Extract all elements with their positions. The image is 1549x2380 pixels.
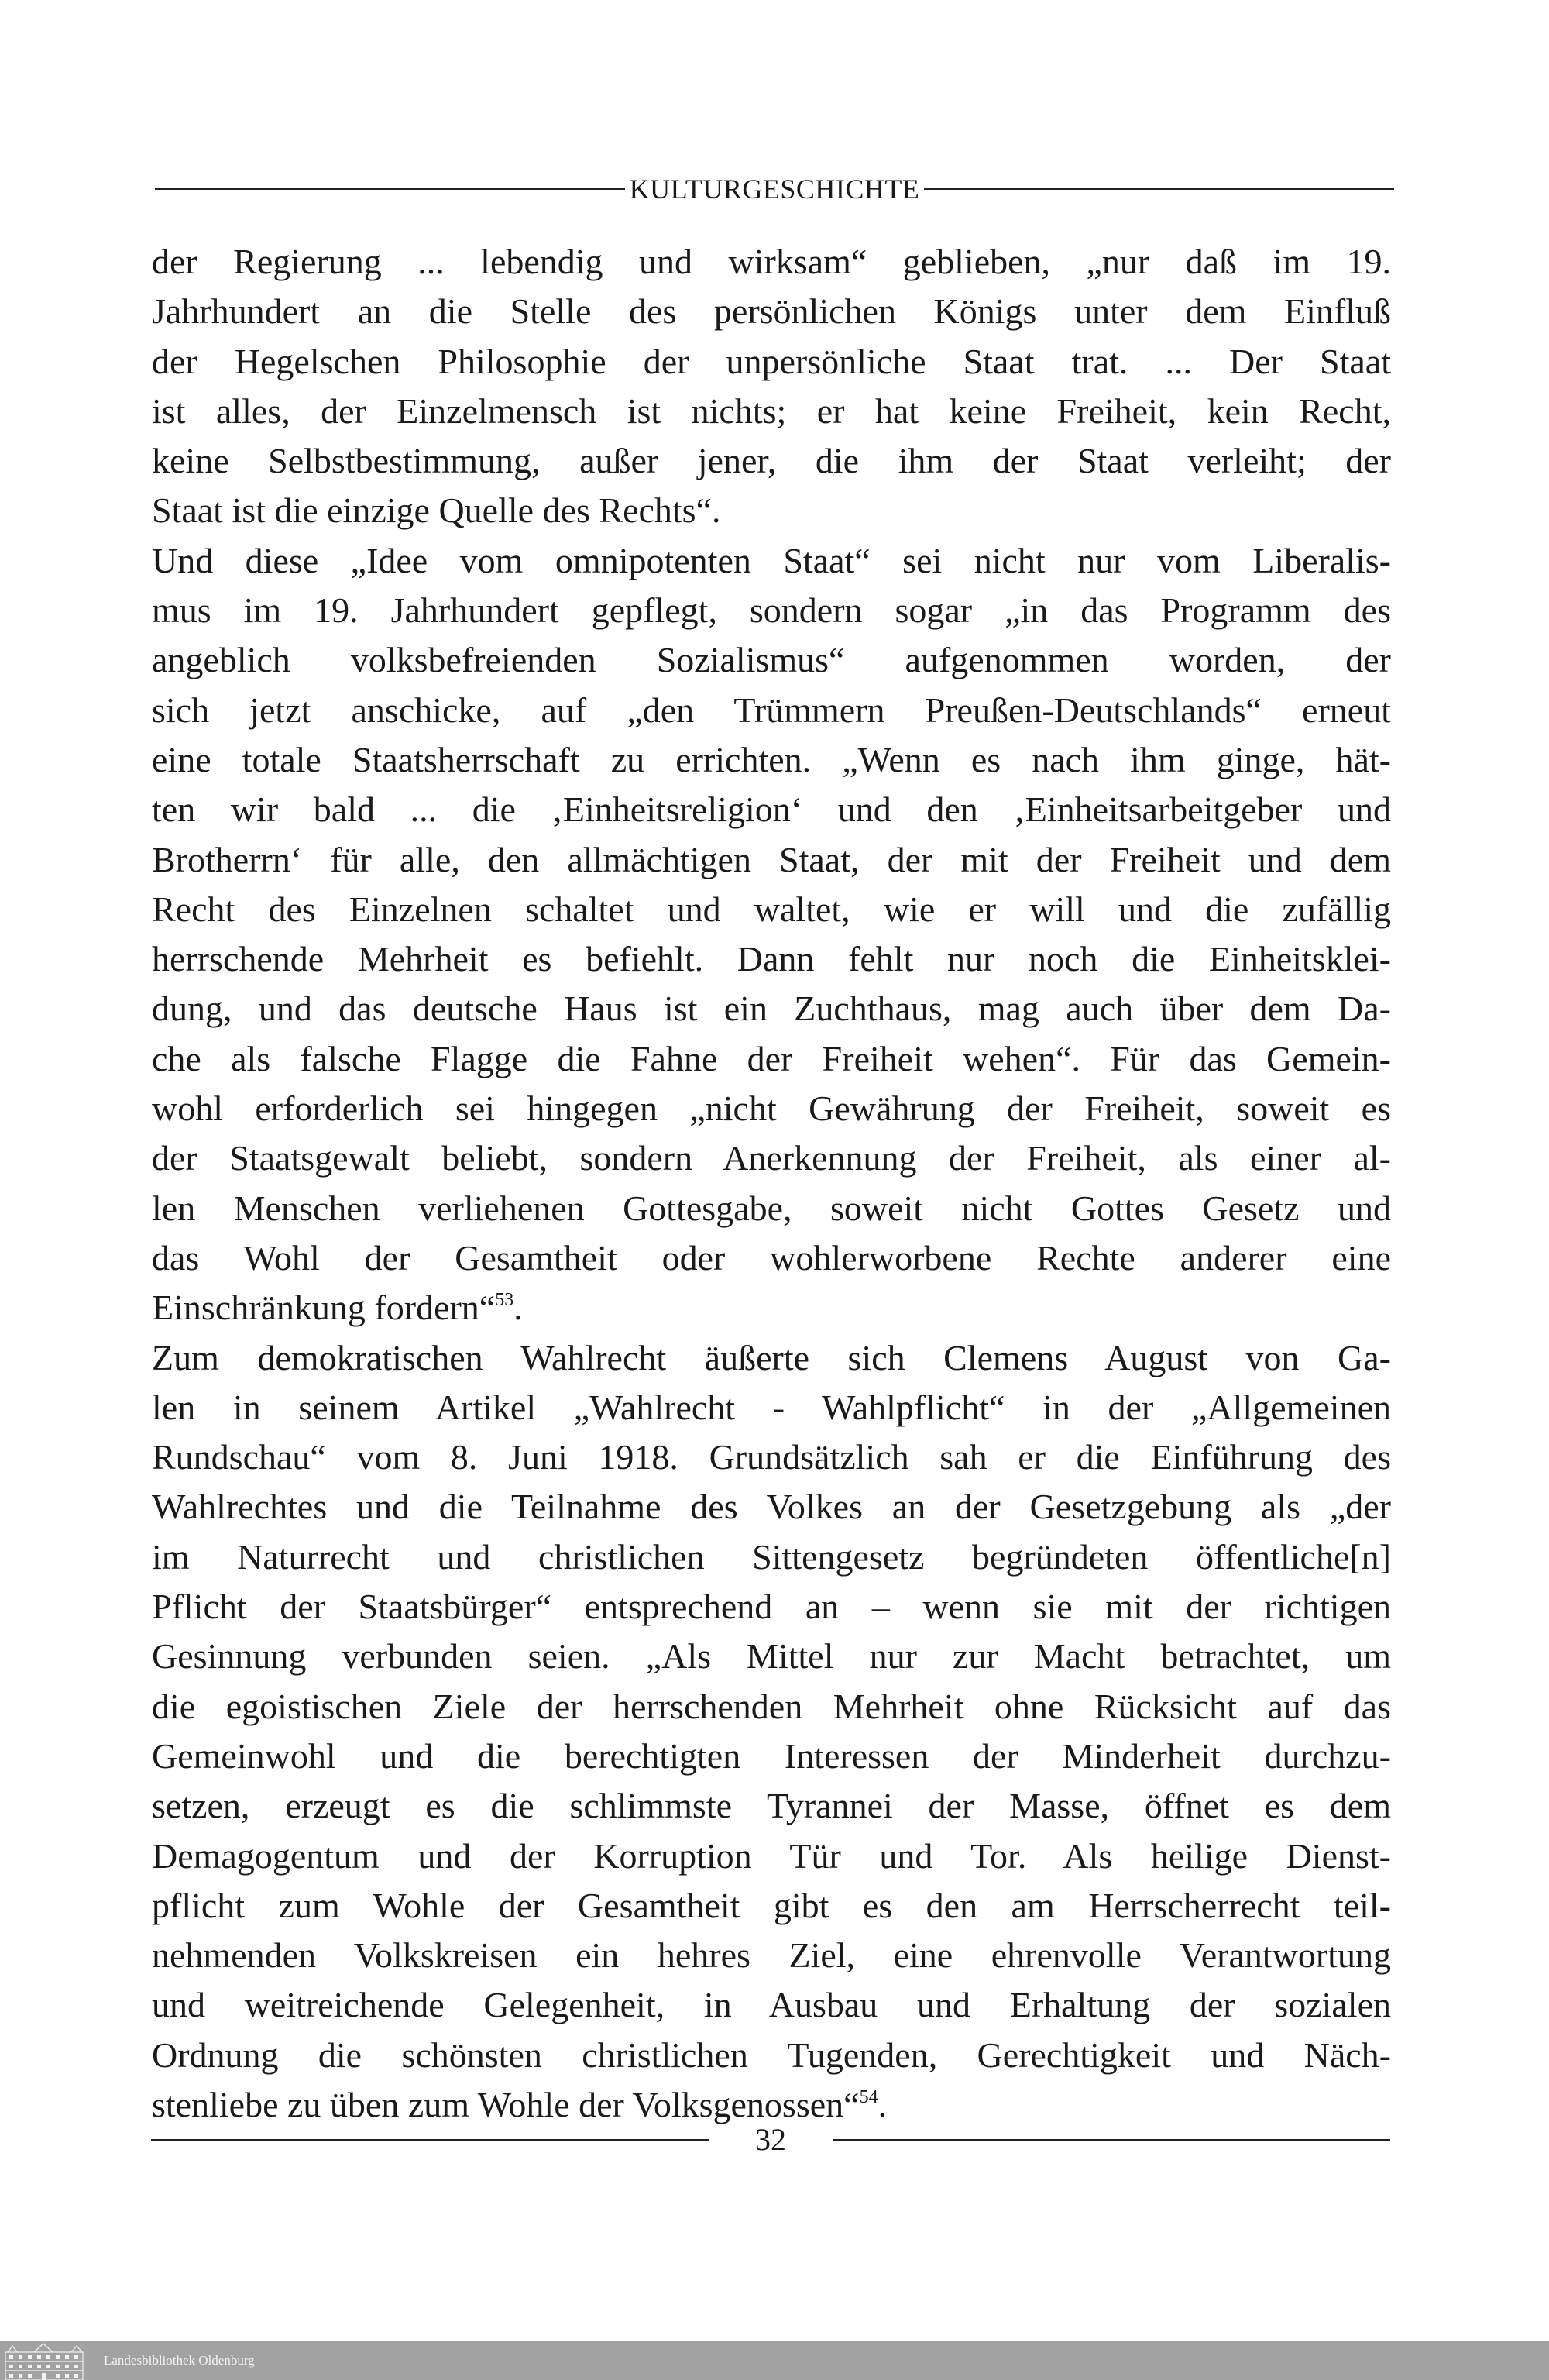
text-line bbox=[152, 635, 1391, 685]
line-text: Gemeinwohl und die berechtigten Interessen der Minderheit durchzu- bbox=[152, 1735, 1391, 1776]
text-line bbox=[152, 1980, 1391, 2030]
sentence-end: . bbox=[878, 2084, 888, 2124]
line-text: Jahrhundert an die Stelle des persönlichen Königs unter dem Einfluß bbox=[152, 291, 1391, 332]
line-text: der Staatsgewalt beliebt, sondern Anerkennung der Freiheit, als einer al- bbox=[152, 1138, 1391, 1178]
running-head bbox=[155, 169, 1394, 209]
line-text: der Regierung ... lebendig und wirksam“ geblieben, „nur daß im 19. bbox=[152, 242, 1391, 281]
text-line bbox=[152, 486, 1391, 535]
sentence-end: . bbox=[513, 1288, 523, 1328]
line-text: der Hegelschen Philosophie der unpersönliche Staat trat. ... Der Staat bbox=[152, 341, 1391, 381]
line-text: keine Selbstbestimmung, außer jener, die ihm der Staat verleiht; der bbox=[152, 441, 1391, 481]
line-text: herrschende Mehrheit es befiehlt. Dann fehlt nur noch die Einheitsklei- bbox=[152, 939, 1391, 979]
line-text: sich jetzt anschicke, auf „den Trümmern Preußen-Deutschlands“ erneut bbox=[152, 690, 1391, 730]
text-line bbox=[152, 785, 1391, 834]
text-line bbox=[152, 337, 1391, 387]
text-line bbox=[152, 1034, 1391, 1084]
text-line bbox=[152, 237, 1391, 287]
library-building-icon bbox=[3, 2341, 87, 2380]
text-line bbox=[152, 1333, 1391, 1383]
text-line bbox=[152, 1682, 1391, 1732]
line-text: ist alles, der Einzelmensch ist nichts; er hat keine Freiheit, kein Recht, bbox=[152, 390, 1391, 431]
library-banner bbox=[0, 2341, 1549, 2380]
text-line bbox=[152, 2031, 1391, 2080]
header-rule-right bbox=[924, 188, 1394, 190]
line-text: mus im 19. Jahrhundert gepflegt, sondern sogar „in das Programm des bbox=[152, 590, 1391, 631]
line-text: und weitreichende Gelegenheit, in Ausbau und Erhaltung der sozialen bbox=[152, 1985, 1391, 2025]
text-line bbox=[152, 686, 1391, 735]
text-line bbox=[152, 1931, 1391, 1980]
text-line bbox=[152, 835, 1391, 885]
line-text: das Wohl der Gesamtheit oder wohlerworbene Rechte anderer eine bbox=[152, 1237, 1391, 1278]
page-number: 32 bbox=[755, 2122, 786, 2157]
line-text: che als falsche Flagge die Fahne der Freiheit wehen“. Für das Gemein- bbox=[152, 1038, 1391, 1078]
text-line bbox=[152, 287, 1391, 336]
text-line bbox=[152, 536, 1391, 586]
line-text: Staat ist die einzige Quelle des Rechts“. bbox=[152, 490, 721, 531]
text-line bbox=[152, 934, 1391, 984]
footnote-reference[interactable]: 53 bbox=[495, 1290, 514, 1311]
line-text: stenliebe zu üben zum Wohle der Volksgenossen“ bbox=[152, 2084, 860, 2124]
library-name: Landesbibliothek Oldenburg bbox=[104, 2353, 255, 2368]
text-line bbox=[152, 1184, 1391, 1233]
text-line bbox=[152, 1831, 1391, 1881]
text-line bbox=[152, 1582, 1391, 1632]
text-line bbox=[152, 1881, 1391, 1931]
line-text: setzen, erzeugt es die schlimmste Tyrannei der Masse, öffnet es dem bbox=[152, 1786, 1391, 1826]
text-line bbox=[152, 1084, 1391, 1133]
body-text bbox=[152, 237, 1391, 2130]
line-text: eine totale Staatsherrschaft zu errichten. „Wenn es nach ihm ginge, hät- bbox=[152, 739, 1391, 779]
text-line bbox=[152, 1383, 1391, 1432]
line-text: Einschränkung fordern“ bbox=[152, 1288, 496, 1328]
line-text: Gesinnung verbunden seien. „Als Mittel nur zur Macht betrachtet, um bbox=[152, 1636, 1391, 1677]
text-line bbox=[152, 1482, 1391, 1532]
text-line bbox=[152, 1133, 1391, 1183]
text-line bbox=[152, 1781, 1391, 1831]
text-line bbox=[152, 1432, 1391, 1482]
text-line bbox=[152, 1732, 1391, 1781]
line-text: nehmenden Volkskreisen ein hehres Ziel, eine ehrenvolle Verantwortung bbox=[152, 1935, 1391, 1976]
line-text: Zum demokratischen Wahlrecht äußerte sich Clemens August von Ga- bbox=[152, 1337, 1391, 1377]
line-text: wohl erforderlich sei hingegen „nicht Gewährung der Freiheit, soweit es bbox=[152, 1089, 1391, 1129]
line-text: ten wir bald ... die ‚Einheitsreligion‘ und den ‚Einheitsarbeitgeber und bbox=[152, 789, 1391, 830]
line-text: Demagogentum und der Korruption Tür und Tor. Als heilige Dienst- bbox=[152, 1835, 1391, 1876]
footnote-reference[interactable]: 54 bbox=[859, 2086, 878, 2107]
line-text: Ordnung die schönsten christlichen Tugenden, Gerechtigkeit und Näch- bbox=[152, 2034, 1391, 2075]
text-line bbox=[152, 1233, 1391, 1283]
header-rule-left bbox=[155, 188, 625, 190]
footer-rule-right bbox=[833, 2139, 1390, 2141]
line-text: die egoistischen Ziele der herrschenden Mehrheit ohne Rücksicht auf das bbox=[152, 1686, 1391, 1726]
section-title: KULTURGESCHICHTE bbox=[629, 174, 920, 205]
line-text: Pflicht der Staatsbürger“ entsprechend an – wenn sie mit der richtigen bbox=[152, 1587, 1391, 1627]
text-line bbox=[152, 1632, 1391, 1681]
line-text: len in seinem Artikel „Wahlrecht - Wahlpflicht“ in der „Allgemeinen bbox=[152, 1387, 1391, 1427]
text-line bbox=[152, 436, 1391, 486]
page-footer bbox=[151, 2118, 1390, 2162]
line-text: angeblich volksbefreienden Sozialismus“ aufgenommen worden, der bbox=[152, 640, 1391, 680]
text-line bbox=[152, 586, 1391, 635]
text-line bbox=[152, 387, 1391, 436]
line-text: Rundschau“ vom 8. Juni 1918. Grundsätzlich sah er die Einführung des bbox=[152, 1437, 1391, 1477]
line-text: dung, und das deutsche Haus ist ein Zuchthaus, mag auch über dem Da- bbox=[152, 989, 1391, 1029]
line-text: Wahlrechtes und die Teilnahme des Volkes an der Gesetzgebung als „der bbox=[152, 1487, 1391, 1527]
line-text: Brotherrn‘ für alle, den allmächtigen Staat, der mit der Freiheit und dem bbox=[152, 839, 1391, 879]
footer-rule-left bbox=[151, 2139, 709, 2141]
line-text: Und diese „Idee vom omnipotenten Staat“ sei nicht nur vom Liberalis- bbox=[152, 540, 1391, 580]
line-text: len Menschen verliehenen Gottesgabe, soweit nicht Gottes Gesetz und bbox=[152, 1188, 1391, 1228]
line-text: im Naturrecht und christlichen Sittengesetz begründeten öffentliche[n] bbox=[152, 1536, 1391, 1577]
text-line bbox=[152, 1283, 1391, 1333]
line-text: pflicht zum Wohle der Gesamtheit gibt es den am Herrscherrecht teil- bbox=[152, 1885, 1391, 1925]
text-line bbox=[152, 885, 1391, 934]
text-line bbox=[152, 984, 1391, 1034]
text-line bbox=[152, 1532, 1391, 1582]
line-text: Recht des Einzelnen schaltet und waltet, wie er will und die zufällig bbox=[152, 889, 1391, 929]
text-line bbox=[152, 735, 1391, 785]
